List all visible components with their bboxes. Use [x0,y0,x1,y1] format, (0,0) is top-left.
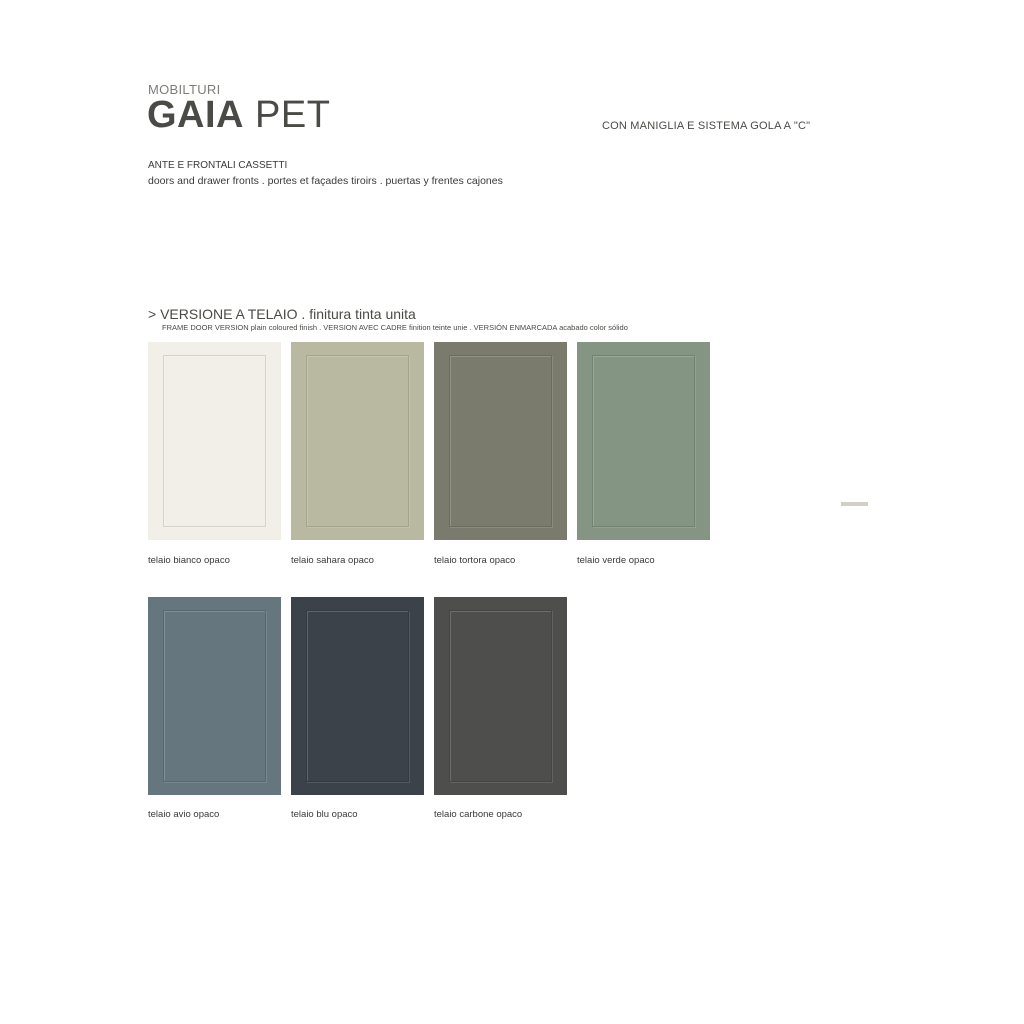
swatch-label: telaio verde opaco [577,555,655,566]
swatch-frame-panel [592,355,695,527]
swatch-label: telaio bianco opaco [148,555,230,566]
brand-name: MOBILTURI [148,82,221,97]
swatch-frame-panel [449,355,552,527]
swatch-avio [148,597,281,795]
swatch-bianco [148,342,281,540]
swatch-blu [291,597,424,795]
decorative-dash [841,502,868,506]
product-title [147,94,330,137]
swatch-frame-panel [163,610,266,782]
swatch-label: telaio sahara opaco [291,555,374,566]
product-subtitle: CON MANIGLIA E SISTEMA GOLA A "C" [602,120,811,132]
swatch-verde [577,342,710,540]
section-translations: doors and drawer fronts . portes et façades tiroirs . puertas y frentes cajones [148,175,503,187]
swatch-label: telaio carbone opaco [434,809,523,820]
product-title-bold: GAIA [147,94,244,136]
swatch-frame-panel [306,355,409,527]
swatch-tortora [434,342,567,540]
swatch-label: telaio blu opaco [291,809,358,820]
swatch-sahara [291,342,424,540]
swatch-label: telaio tortora opaco [434,555,516,566]
version-title: > VERSIONE A TELAIO . finitura tinta unita [148,306,416,322]
product-title-light: PET [244,94,331,136]
section-heading: ANTE E FRONTALI CASSETTI [148,160,288,171]
swatch-carbone [434,597,567,795]
swatch-frame-panel [306,610,409,782]
swatch-label: telaio avio opaco [148,809,220,820]
version-subtitle: FRAME DOOR VERSION plain coloured finish . VERSION AVEC CADRE finition teinte unie . VERSIÓN ENMARCADA acabado color sólido [162,323,628,332]
swatch-frame-panel [449,610,552,782]
swatch-frame-panel [163,355,266,527]
